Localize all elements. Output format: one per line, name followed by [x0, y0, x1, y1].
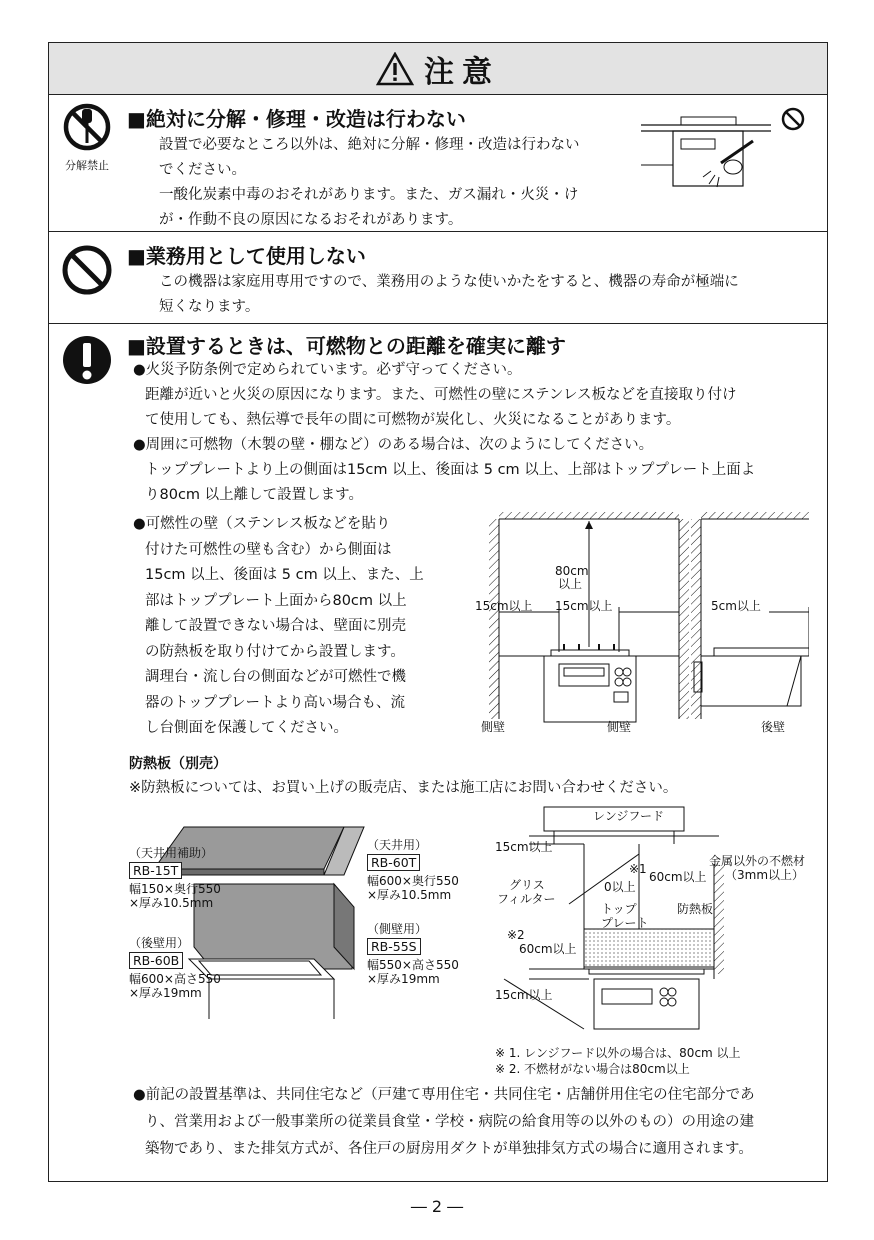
note-marker-1: ※1: [629, 862, 647, 876]
bullet3-line: の防熱板を取り付けてから設置します。: [145, 643, 405, 660]
side-wall-code: RB-55S: [367, 938, 421, 955]
side-60cm-label: 60cm以上: [519, 942, 577, 956]
bullet4-detail: [133, 1082, 755, 1163]
bullet3-line: 付けた可燃性の壁も含む）から側面は: [145, 541, 392, 558]
zero-min-label: 0以上: [604, 880, 636, 894]
side-wall-part-label: （側壁用）: [367, 922, 428, 936]
back-wall-dim2: ×厚み19mm: [129, 986, 202, 1000]
section2-line: この機器は家庭用専用ですので、業務用のような使いかたをすると、機器の寿命が極端に: [159, 274, 739, 290]
section2-heading: ■業務用として使用しない: [127, 244, 366, 268]
bullet3-line: 調理台・流し台の側面などが可燃性で機: [145, 669, 406, 685]
hood-footnote-2: ※ 2. 不燃材がない場合は80cm以上: [495, 1062, 690, 1076]
top-plate-label-1: トップ: [601, 902, 637, 916]
bullet3-line: 離して設置できない場合は、壁面に別売: [145, 618, 406, 634]
left-clearance-label: 15cm以上: [475, 599, 533, 613]
caution-title: 注意: [424, 54, 500, 90]
section1-heading: ■絶対に分解・修理・改造は行わない: [127, 107, 466, 131]
bullet4-line: り、営業用および一般事業所の従業員食堂・学校・病院の給食用等の以外のもの）の用途の建: [145, 1114, 754, 1130]
range-hood-label: レンジフード: [593, 809, 665, 823]
section-no-commercial: [49, 232, 827, 324]
back-wall-part-label: （後壁用）: [129, 936, 190, 950]
ceiling-part-label: （天井用）: [367, 838, 428, 852]
bullet1-line: 距離が近いと火災の原因になります。また、可燃性の壁にステンレス板などを直接取り付け: [145, 387, 737, 403]
non-combustible-thickness: （3mm以上）: [725, 868, 805, 882]
side-wall-right-label: 側壁: [607, 720, 632, 734]
heat-plate-label: 防熱板: [677, 902, 714, 916]
note-marker-2: ※2: [507, 928, 525, 942]
section1-line: 一酸化炭素中毒のおそれがあります。また、ガス漏れ・火災・け: [159, 187, 579, 203]
ceiling-aux-code: RB-15T: [129, 862, 182, 879]
ceiling-dim1: 幅600×奥行550: [367, 874, 459, 888]
bullet3-detail: [133, 512, 424, 742]
no-disassembly-symbol: [57, 103, 117, 173]
bullet4-line: ●前記の設置基準は、共同住宅など（戸建て専用住宅・共同住宅・店舗併用住宅の住宅部分であ: [133, 1087, 755, 1103]
section2-body: [159, 270, 739, 320]
hood-footnote-1: ※ 1. レンジフード以外の場合は、80cm 以上: [495, 1046, 741, 1060]
bullet4-line: 築物であり、また排気方式が、各住戸の厨房用ダクトが単独排気方式の場合に適用されます。: [145, 1141, 753, 1157]
back-wall-code: RB-60B: [129, 952, 183, 969]
hood-60cm-label: 60cm以上: [649, 870, 707, 884]
bullet2-line: り80cm 以上離して設置します。: [145, 487, 363, 503]
hood-top-clearance: 15cm以上: [495, 840, 553, 854]
bullet2-line: トッププレートより上の側面は15cm 以上、後面は 5 cm 以上、上部はトッププレート上面よ: [145, 462, 756, 478]
section-combustibles-distance: [49, 324, 827, 1179]
page-number: ― 2 ―: [410, 1197, 464, 1216]
bullet1-detail: [145, 383, 737, 433]
back-wall-label: 後壁: [761, 720, 786, 734]
bullet2-detail: [145, 458, 755, 508]
top-clearance-label: 80cm: [555, 564, 589, 578]
bullet3-line: 部はトッププレート上面から80cm 以上: [145, 592, 407, 609]
top-clearance-label-2: 以上: [558, 577, 583, 591]
no-disassembly-icon: [63, 103, 111, 151]
ceiling-aux-label: （天井用補助）: [129, 846, 214, 860]
section1-line: が・作動不良の原因になるおそれがあります。: [159, 212, 463, 228]
grease-filter-label-1: グリス: [509, 878, 545, 892]
exclamation-icon: [61, 334, 113, 386]
side-wall-dim2: ×厚み19mm: [367, 972, 440, 986]
bullet3-line: 器のトッププレートより高い場合も、流: [145, 694, 405, 711]
clearance-diagram: [469, 512, 809, 742]
side-wall-dim1: 幅550×高さ550: [367, 958, 459, 972]
ceiling-dim2: ×厚み10.5mm: [367, 888, 452, 902]
section-no-disassembly: [49, 95, 827, 232]
bullet1-line: て使用しても、熱伝導で長年の間に可燃物が炭化し、火災になることがあります。: [145, 412, 681, 428]
back-clearance-label: 5cm以上: [711, 599, 761, 613]
section1-body: [159, 133, 580, 233]
heat-shield-title: 防熱板（別売）: [129, 756, 227, 772]
warning-triangle-icon: [376, 52, 414, 86]
prohibition-symbol: [57, 244, 117, 300]
disassembly-illustration: [641, 105, 811, 195]
caution-header: [49, 43, 827, 95]
section1-line: でください。: [159, 162, 246, 178]
bullet3-line: ●可燃性の壁（ステンレス板などを貼り: [133, 516, 391, 532]
ceiling-code: RB-60T: [367, 854, 420, 871]
bullet3-line: 15cm 以上、後面は 5 cm 以上、また、上: [145, 567, 424, 583]
bottom-clearance-label: 15cm以上: [495, 988, 553, 1002]
mandatory-symbol: [57, 334, 117, 390]
back-wall-dim1: 幅600×高さ550: [129, 972, 221, 986]
heat-shield-note: ※防熱板については、お買い上げの販売店、または施工店にお問い合わせください。: [129, 780, 678, 796]
section2-line: 短くなります。: [159, 299, 260, 315]
grease-filter-label-2: フィルター: [497, 892, 556, 906]
bullet-surroundings: ●周囲に可燃物（木製の壁・棚など）のある場合は、次のようにしてください。: [133, 437, 654, 453]
caution-frame: [48, 42, 828, 1182]
ceiling-aux-dim1: 幅150×奥行550: [129, 882, 221, 896]
non-combustible-label: 金属以外の不燃材: [709, 854, 806, 868]
bullet-fire-ordinance: ●火災予防条例で定められています。必ず守ってください。: [133, 362, 522, 378]
no-disassembly-caption: 分解禁止: [65, 159, 109, 172]
section3-heading: ■設置するときは、可燃物との距離を確実に離す: [127, 334, 566, 358]
section1-line: 設置で必要なところ以外は、絶対に分解・修理・改造は行わない: [159, 137, 580, 153]
right-clearance-label: 15cm以上: [555, 599, 613, 613]
bullet3-line: し台側面を保護してください。: [145, 720, 348, 736]
side-wall-left-label: 側壁: [481, 720, 506, 734]
top-plate-label-2: プレート: [601, 916, 649, 930]
prohibition-icon: [61, 244, 113, 296]
ceiling-aux-dim2: ×厚み10.5mm: [129, 896, 214, 910]
